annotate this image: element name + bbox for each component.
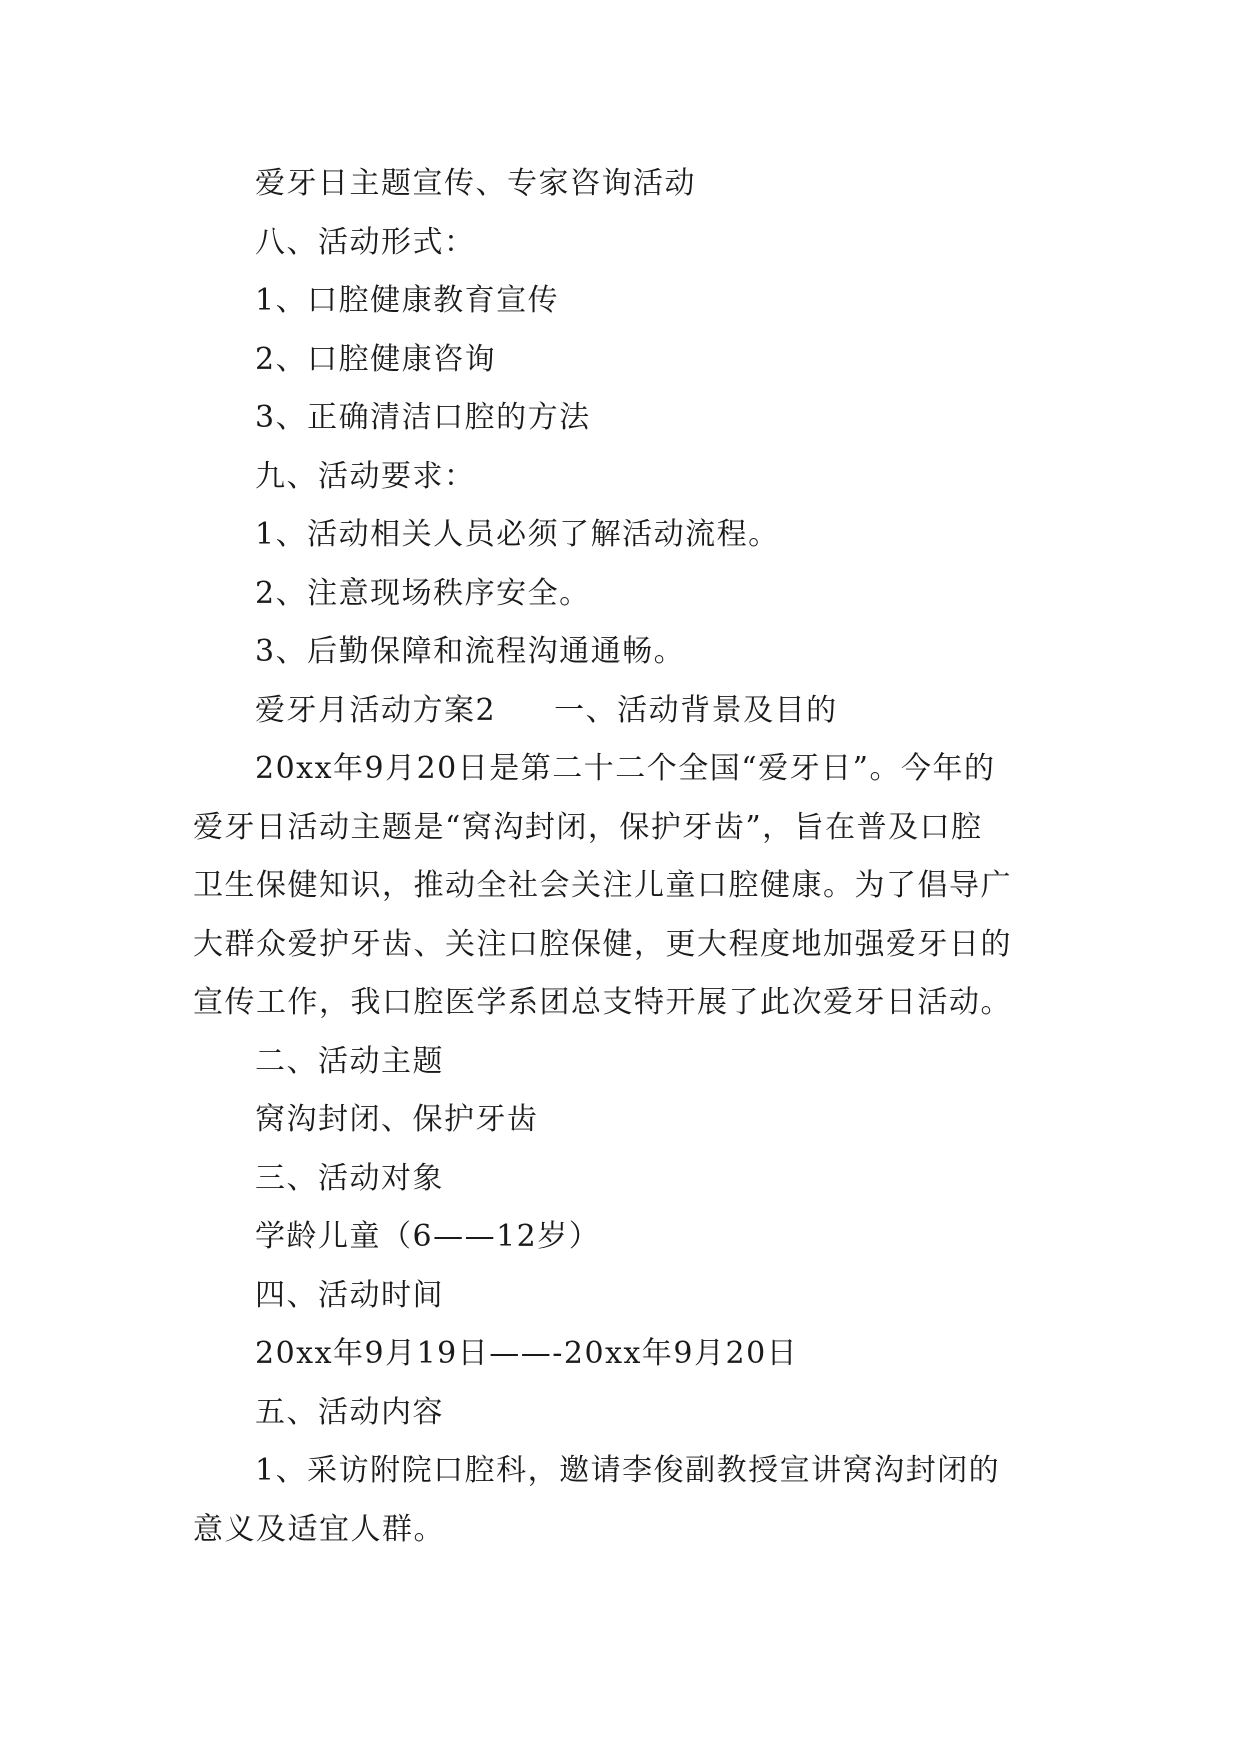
section-heading: 三、活动对象 [255,1160,444,1196]
paragraph-line: 宣传工作，我口腔医学系团总支特开展了此次爱牙日活动。 [193,985,1012,1020]
list-item: 1、活动相关人员必须了解活动流程。 [255,517,780,552]
section-heading: 二、活动主题 [255,1043,444,1079]
list-item: 3、后勤保障和流程沟通通畅。 [255,634,686,669]
section-heading: 一、活动背景及目的 [554,692,838,728]
section-heading: 九、活动要求： [255,458,476,494]
section-heading: 五、活动内容 [255,1394,444,1430]
document-body [193,155,1053,1559]
paragraph-line: 20xx年9月20日是第二十二个全国“爱牙日”。今年的 [255,751,996,786]
plan-title-line [193,682,1053,741]
section-heading: 四、活动时间 [255,1277,444,1313]
text-line: 窝沟封闭、保护牙齿 [255,1102,539,1137]
list-item: 3、正确清洁口腔的方法 [255,400,591,435]
text-line: 学龄儿童（6——12岁） [255,1219,601,1254]
section-heading: 八、活动形式： [255,224,476,260]
plan-title: 爱牙月活动方案2 [255,692,497,728]
paragraph-line: 1、采访附院口腔科，邀请李俊副教授宣讲窝沟封闭的 [255,1453,1001,1488]
list-item: 1、口腔健康教育宣传 [255,283,560,318]
paragraph-line: 爱牙日活动主题是“窝沟封闭，保护牙齿”，旨在普及口腔 [193,809,983,845]
list-item: 2、口腔健康咨询 [255,341,497,377]
list-item: 2、注意现场秩序安全。 [255,575,591,611]
paragraph-line: 卫生保健知识，推动全社会关注儿童口腔健康。为了倡导广 [193,868,1012,903]
text-line: 20xx年9月19日——-20xx年9月20日 [255,1336,799,1371]
text-line: 爱牙日主题宣传、专家咨询活动 [255,166,696,201]
paragraph-line: 意义及适宜人群。 [193,1511,445,1547]
paragraph-line: 大群众爱护牙齿、关注口腔保健，更大程度地加强爱牙日的 [193,926,1012,962]
